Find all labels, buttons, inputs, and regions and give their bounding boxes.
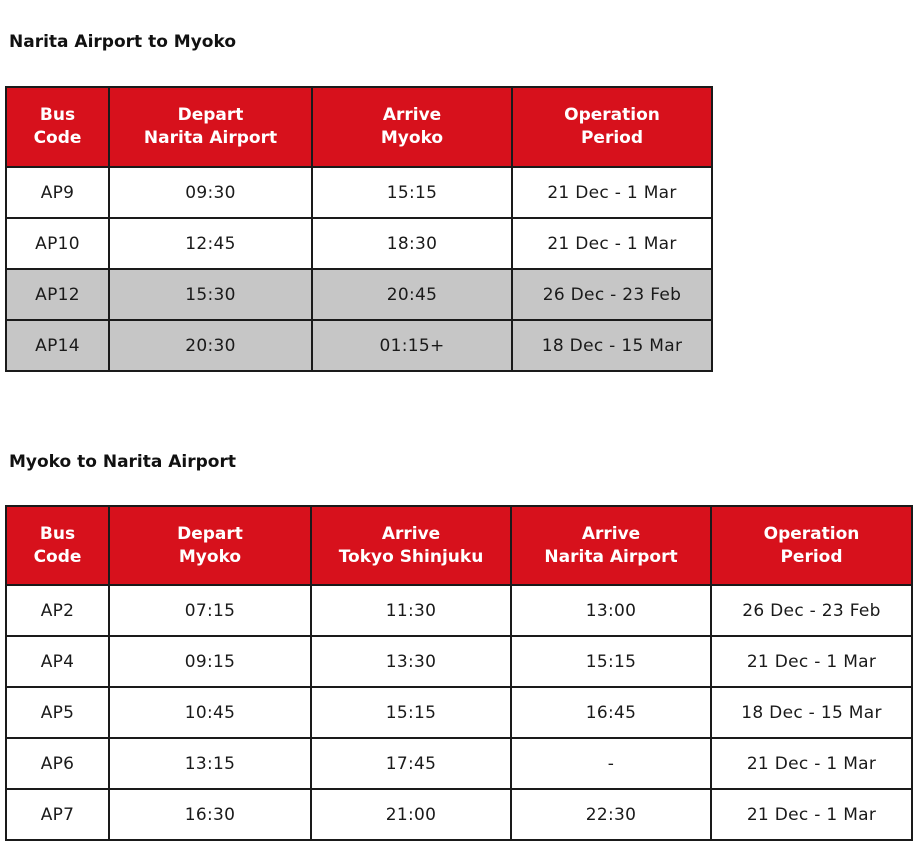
table-cell: AP7 [6, 789, 109, 840]
header-row [6, 506, 912, 585]
table-cell: 21 Dec - 1 Mar [512, 167, 712, 218]
column-header-operation-period: Operation Period [711, 506, 912, 585]
table-row [6, 320, 712, 371]
table-cell: 13:15 [109, 738, 311, 789]
table-cell: 18 Dec - 15 Mar [711, 687, 912, 738]
table-cell: 09:15 [109, 636, 311, 687]
table-cell: 12:45 [109, 218, 312, 269]
table-cell: 13:30 [311, 636, 511, 687]
column-header-bus-code: Bus Code [6, 506, 109, 585]
table-cell: 15:15 [312, 167, 512, 218]
table-cell: 16:30 [109, 789, 311, 840]
table-cell: 21 Dec - 1 Mar [711, 636, 912, 687]
table-cell: 21 Dec - 1 Mar [512, 218, 712, 269]
table-cell: 18:30 [312, 218, 512, 269]
column-header-arrive-tokyo: Arrive Tokyo Shinjuku [311, 506, 511, 585]
table-row [6, 687, 912, 738]
table-row [6, 738, 912, 789]
table-cell: 15:15 [511, 636, 711, 687]
table-cell: 16:45 [511, 687, 711, 738]
table-cell: 13:00 [511, 585, 711, 636]
section-title-myoko-to-narita: Myoko to Narita Airport [9, 452, 237, 472]
column-header-bus-code: Bus Code [6, 87, 109, 167]
table-cell: 15:15 [311, 687, 511, 738]
table-cell: AP4 [6, 636, 109, 687]
table-row [6, 167, 712, 218]
table-cell: AP10 [6, 218, 109, 269]
table-cell: 17:45 [311, 738, 511, 789]
table-cell: AP14 [6, 320, 109, 371]
section-title-narita-to-myoko: Narita Airport to Myoko [9, 32, 237, 52]
header-row [6, 87, 712, 167]
table-cell: 20:30 [109, 320, 312, 371]
table-row [6, 585, 912, 636]
table-cell: 21:00 [311, 789, 511, 840]
table-cell: AP5 [6, 687, 109, 738]
schedule-table-narita-to-myoko [5, 86, 713, 372]
table-row [6, 636, 912, 687]
table-row [6, 789, 912, 840]
table-cell: 18 Dec - 15 Mar [512, 320, 712, 371]
column-header-operation-period: Operation Period [512, 87, 712, 167]
table-cell: 01:15+ [312, 320, 512, 371]
table-cell: - [511, 738, 711, 789]
schedule-table-myoko-to-narita [5, 505, 913, 841]
table-cell: 26 Dec - 23 Feb [711, 585, 912, 636]
column-header-arrive: Arrive Myoko [312, 87, 512, 167]
table-cell: 21 Dec - 1 Mar [711, 738, 912, 789]
column-header-depart: Depart Narita Airport [109, 87, 312, 167]
table-cell: 21 Dec - 1 Mar [711, 789, 912, 840]
table-cell: 10:45 [109, 687, 311, 738]
table-row [6, 218, 712, 269]
table-cell: 20:45 [312, 269, 512, 320]
table-cell: AP9 [6, 167, 109, 218]
table-row [6, 269, 712, 320]
table-cell: 22:30 [511, 789, 711, 840]
table-cell: 07:15 [109, 585, 311, 636]
table-cell: 11:30 [311, 585, 511, 636]
column-header-depart: Depart Myoko [109, 506, 311, 585]
table-cell: AP2 [6, 585, 109, 636]
table-cell: 26 Dec - 23 Feb [512, 269, 712, 320]
table-cell: 09:30 [109, 167, 312, 218]
table-cell: 15:30 [109, 269, 312, 320]
column-header-arrive-narita: Arrive Narita Airport [511, 506, 711, 585]
table-cell: AP12 [6, 269, 109, 320]
table-cell: AP6 [6, 738, 109, 789]
